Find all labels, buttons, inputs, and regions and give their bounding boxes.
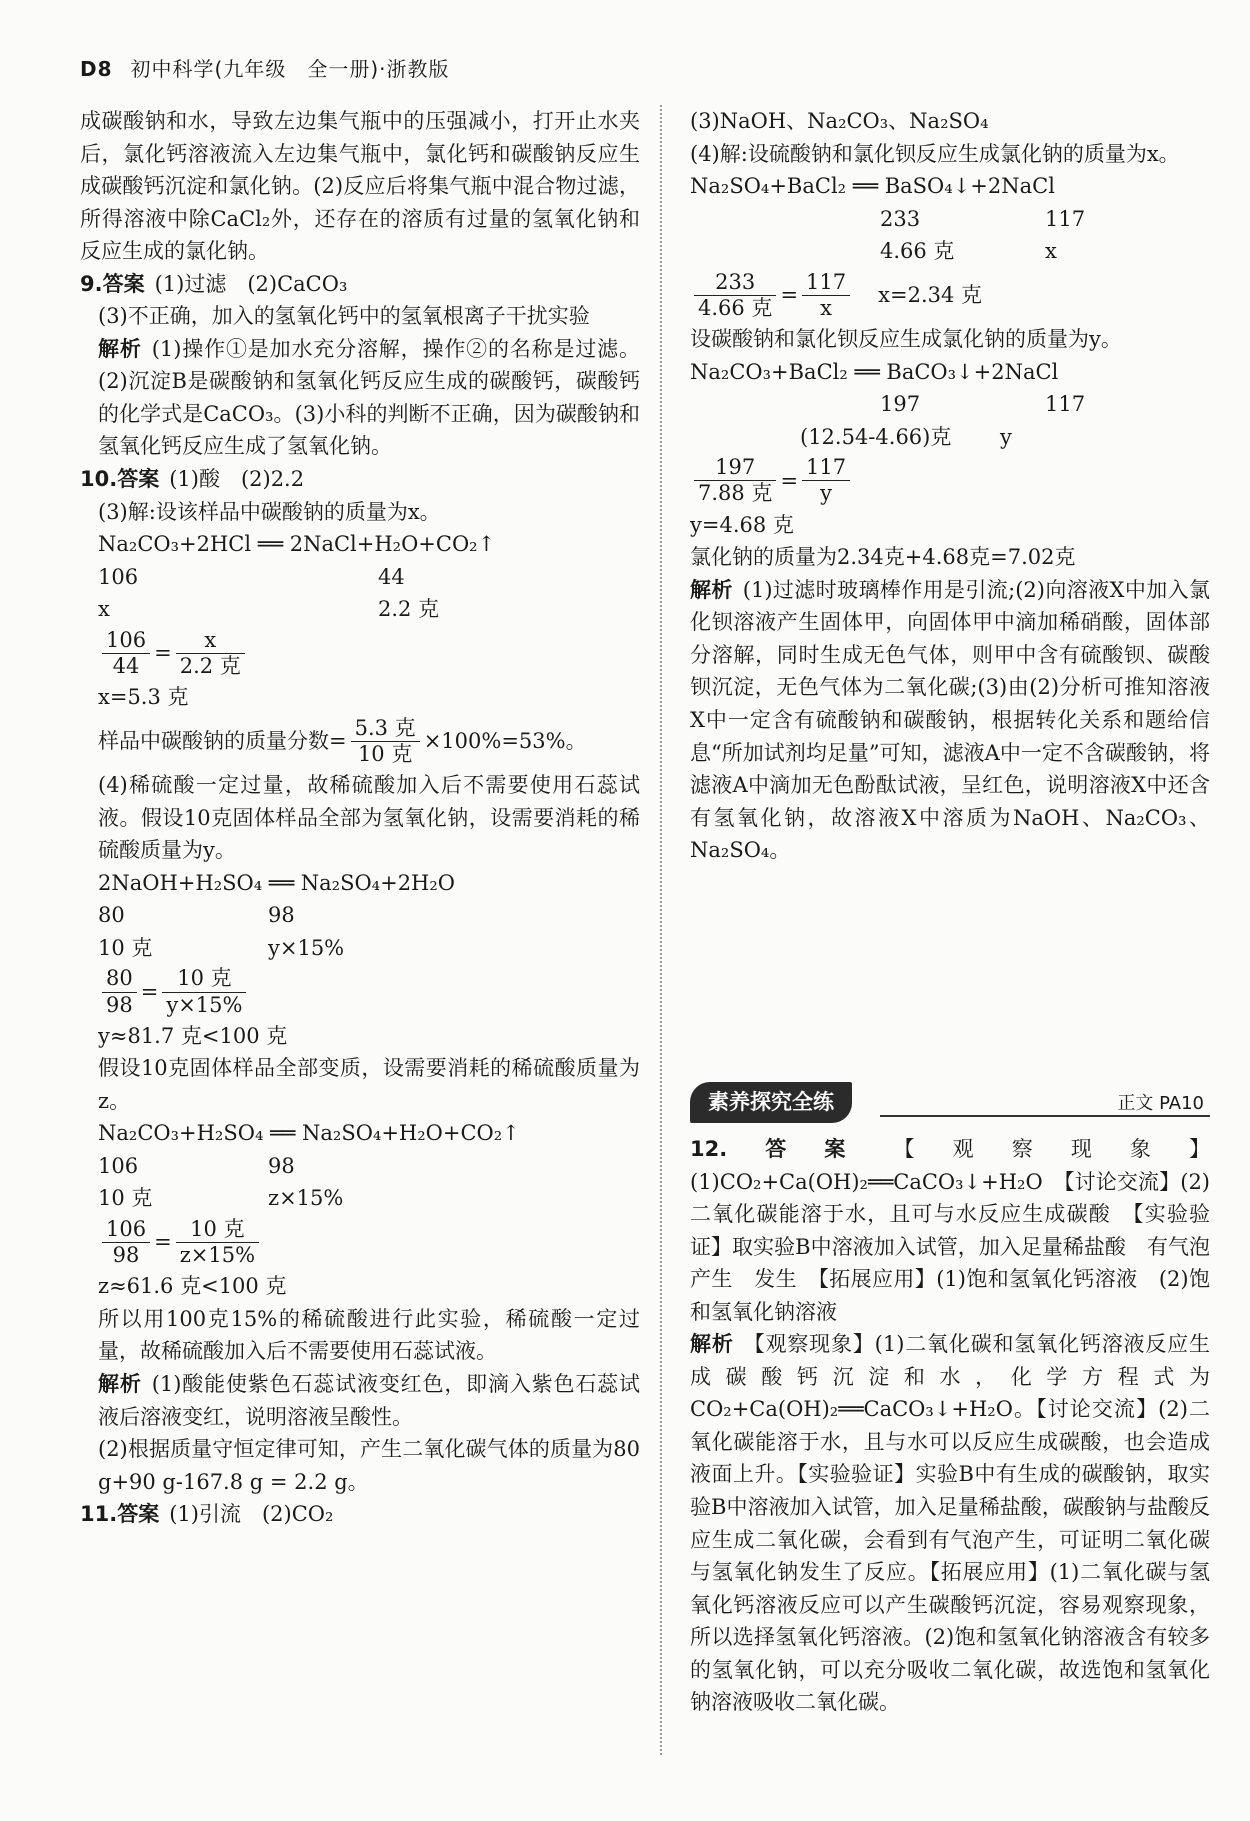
ratio-row: 10 克 z×15%	[98, 1186, 344, 1211]
q12-block	[690, 1133, 1210, 1719]
proportion: $\frac{197}{\text{7.88 克}}$ = $\frac{117}{y}$	[690, 453, 1210, 508]
left-column	[80, 105, 640, 1531]
section-banner	[690, 1082, 1210, 1120]
q11-answer: 11.答案 (1)引流 (2)CO₂	[80, 1502, 334, 1527]
q12-answer: 12.答案 【观察现象】(1)CO₂+Ca(OH)₂══CaCO₃↓+H₂O 【讨论交流】(2)二氧化碳能溶于水，且可与水反应生成碳酸 【实验验证】取实验B中溶液加入试管，加入足量稀盐酸 有气泡产生 发生 【拓展应用】(1)饱和氢氧化钙溶液 (2)饱和氢氧化钠溶液	[690, 1137, 1211, 1324]
ratio-row: 106 98	[98, 1153, 295, 1178]
q11-answer-4: (4)解:设硫酸钠和氯化钡反应生成氯化钠的质量为x。	[690, 141, 1180, 166]
page-number: D8	[80, 57, 113, 81]
equation: Na₂CO₃+H₂SO₄ ══ Na₂SO₄+H₂O+CO₂↑	[98, 1121, 520, 1146]
column-divider	[660, 105, 662, 1755]
q10-answer: 10.答案 (1)酸 (2)2.2	[80, 467, 305, 492]
section-title: 素养探究全练	[690, 1082, 852, 1123]
proportion: $\frac{233}{\text{4.66 克}}$ = $\frac{117}{x}$ x=2.34 克	[690, 268, 1210, 323]
ratio-row: 10 克 y×15%	[98, 935, 345, 960]
equation: 2NaOH+H₂SO₄ ══ Na₂SO₄+2H₂O	[98, 870, 456, 895]
ratio-row: x 2.2 克	[98, 597, 440, 622]
ratio-row: 233 117	[880, 206, 1086, 231]
q9-analysis: 解析 (1)操作①是加水充分溶解，操作②的名称是过滤。(2)沉淀B是碳酸钠和氢氧化钙反应生成的碳酸钙，碳酸钙的化学式是CaCO₃。(3)小科的判断不正确，因为碳酸钠和氢氧化钙反应生成了氢氧化钠。	[98, 336, 641, 459]
page-header	[80, 54, 450, 85]
q11-answer-3: (3)NaOH、Na₂CO₃、Na₂SO₄	[690, 109, 989, 133]
proportion: $\frac{80}{98}$ = $\frac{\text{10 克}}{y\times 15\%}$	[98, 964, 640, 1019]
ratio-row: 106 44	[98, 564, 405, 589]
q8-continued: 成碳酸钠和水，导致左边集气瓶中的压强减小，打开止水夹后，氯化钙溶液流入左边集气瓶中，氯化钙和碳酸钠反应生成碳酸钙沉淀和氯化钠。(2)反应后将集气瓶中混合物过滤，所得溶液中除CaCl₂外，还存在的溶质有过量的氢氧化钠和反应生成的氯化钠。	[80, 109, 640, 264]
q11-analysis: 解析 (1)过滤时玻璃棒作用是引流;(2)向溶液X中加入氯化钡溶液产生固体甲，向固体甲中滴加稀硝酸，固体部分溶解，同时生成无色气体，则甲中含有硫酸钡、碳酸钡沉淀，无色气体为二氧化碳;(3)由(2)分析可推知溶液X中一定含有硫酸钠和碳酸钠，根据转化关系和题给信息“所加试剂均足量”可知，滤液A中一定不含碳酸钠，将滤液A中滴加无色酚酞试液，呈红色，说明溶液X中还含有氢氧化钠，故溶液X中溶质为NaOH、Na₂CO₃、Na₂SO₄。	[690, 577, 1210, 863]
ratio-row: 197 117	[880, 392, 1086, 417]
ratio-row: (12.54-4.66)克 y	[800, 424, 1012, 449]
q9-answer: 9.答案 (1)过滤 (2)CaCO₃	[80, 271, 348, 296]
q12-analysis: 解析 【观察现象】(1)二氧化碳和氢氧化钙溶液反应生成碳酸钙沉淀和水，化学方程式为CO₂+Ca(OH)₂══CaCO₃↓+H₂O。【讨论交流】(2)二氧化碳能溶于水，且与水可以反应生成碳酸，也会造成液面上升。【实验验证】实验B中有生成的碳酸钠，取实验B中溶液加入试管，加入足量稀盐酸，碳酸钠与盐酸反应生成二氧化碳，会看到有气泡产生，可证明二氧化碳与氢氧化钠发生了反应。【拓展应用】(1)二氧化碳与氢氧化钙溶液反应可以产生碳酸钙沉淀，容易观察现象，所以选择氢氧化钙溶液。(2)饱和氢氧化钠溶液含有较多的氢氧化钠，可以充分吸收二氧化碳，故选饱和氢氧化钠溶液吸收二氧化碳。	[690, 1332, 1211, 1715]
mass-fraction: 样品中碳酸钠的质量分数= $\frac{\text{5.3 克}}{\text{10 克}}$ ×100%=53%。	[98, 715, 587, 766]
q10-solution: (3)解:设该样品中碳酸钠的质量为x。 Na₂CO₃+2HCl ══ 2NaCl+H₂O+CO₂↑ 106 44 x 2.2 克 $\frac{106}{44}$ = $\frac{x}{\text{2.2 克}}$ x=5.3 克 样品中碳酸钠的质量分数= $\frac{\text{5.3 克}}{\text{10 克}}$ ×100%=53%。 (4)稀硫酸一定过量，故稀硫酸加入后不需要使用石蕊试液。假设10克固体样品全部为氢氧化钠，设需要消耗的稀硫酸质量为y。 2NaOH+H₂SO₄ ══ Na₂SO₄+2H₂O 80 98 10 克 y×15% $\frac{80}{98}$ = $\frac{\text{10 克}}{y\times 15\%}$ y≈81.7 克<100 克 假设10克固体样品全部变质，设需要消耗的稀硫酸质量为z。 Na₂CO₃+H₂SO₄ ══ Na₂SO₄+H₂O+CO₂↑ 106 98 10 克 z×15% $\frac{106}{98}$ = $\frac{\text{10 克}}{z\times 15\%}$ z≈61.6 克<100 克 所以用100克15%的稀硫酸进行此实验，稀硫酸一定过量，故稀硫酸加入后不需要使用石蕊试液。 解析 (1)酸能使紫色石蕊试液变红色，即滴入紫色石蕊试液后溶液变红，说明溶液呈酸性。 (2)根据质量守恒定律可知，产生二氧化碳气体的质量为80 g+90 g-167.8 g = 2.2 g。	[98, 499, 641, 1494]
proportion: $\frac{106}{98}$ = $\frac{\text{10 克}}{z\times 15\%}$	[98, 1215, 640, 1270]
page-reference: 正文 PA10	[1117, 1093, 1204, 1114]
ratio-row: 4.66 克 x	[880, 239, 1057, 264]
q9-answer-3: (3)不正确，加入的氢氧化钙中的氢氧根离子干扰实验	[98, 304, 590, 329]
equation: Na₂CO₃+BaCl₂ ══ BaCO₃↓+2NaCl	[690, 359, 1059, 384]
ratio-row: 80 98	[98, 903, 295, 928]
equation: Na₂CO₃+2HCl ══ 2NaCl+H₂O+CO₂↑	[98, 532, 496, 557]
right-column: (3)NaOH、Na₂CO₃、Na₂SO₄ (4)解:设硫酸钠和氯化钡反应生成氯化钠的质量为x。 Na₂SO₄+BaCl₂ ══ BaSO₄↓+2NaCl 233 117 4.66 克 x $\frac{233}{\text{4.66 克}}$ = $\frac{117}{x}$ x=2.34 克 设碳酸钠和氯化钡反应生成氯化钠的质量为y。 Na₂CO₃+BaCl₂ ══ BaCO₃↓+2NaCl 197 117 (12.54-4.66)克 y $\frac{197}{\text{7.88 克}}$ = $\frac{117}{y}$ y=4.68 克 氯化钠的质量为2.34克+4.68克=7.02克 解析 (1)过滤时玻璃棒作用是引流;(2)向溶液X中加入氯化钡溶液产生固体甲，向固体甲中滴加稀硝酸，固体部分溶解，同时生成无色气体，则甲中含有硫酸钡、碳酸钡沉淀，无色气体为二氧化碳;(3)由(2)分析可推知溶液X中一定含有硫酸钠和碳酸钠，根据转化关系和题给信息“所加试剂均足量”可知，滤液A中一定不含碳酸钠，将滤液A中滴加无色酚酞试液，呈红色，说明溶液X中还含有氢氧化钠，故溶液X中溶质为NaOH、Na₂CO₃、Na₂SO₄。	[690, 105, 1210, 867]
q10-analysis: 解析 (1)酸能使紫色石蕊试液变红色，即滴入紫色石蕊试液后溶液变红，说明溶液呈酸性。	[98, 1372, 641, 1429]
equation: Na₂SO₄+BaCl₂ ══ BaSO₄↓+2NaCl	[690, 174, 1055, 199]
book-title: 初中科学(九年级 全一册)·浙教版	[130, 57, 450, 81]
proportion: $\frac{106}{44}$ = $\frac{x}{\text{2.2 克}}$	[98, 626, 640, 681]
